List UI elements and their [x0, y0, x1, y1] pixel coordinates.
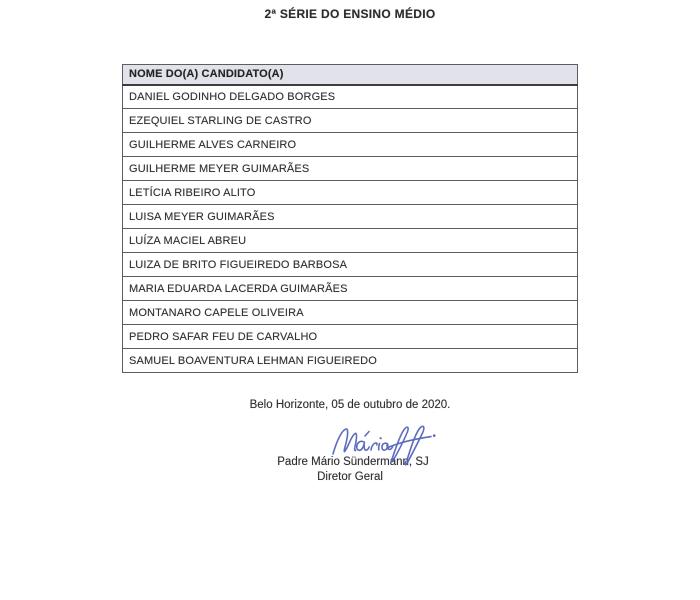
date-line: Belo Horizonte, 05 de outubro de 2020. [249, 399, 451, 411]
table-header-cell: NOME DO(A) CANDIDATO(A) [123, 65, 578, 85]
signature-strokes [333, 426, 431, 464]
table-header-row [123, 65, 578, 85]
candidate-name-cell: SAMUEL BOAVENTURA LEHMAN FIGUEIREDO [123, 349, 578, 373]
table-row [123, 157, 578, 181]
signer-name: Padre Mário Sündermann, SJ [277, 456, 429, 468]
candidate-name-cell: MONTANARO CAPELE OLIVEIRA [123, 301, 578, 325]
candidate-name-cell: GUILHERME ALVES CARNEIRO [123, 133, 578, 157]
signer-role: Diretor Geral [317, 471, 383, 483]
signature-end-dot [433, 434, 436, 437]
table-row [123, 349, 578, 373]
candidate-name-cell: GUILHERME MEYER GUIMARÃES [123, 157, 578, 181]
table-row [123, 229, 578, 253]
table-row [123, 85, 578, 109]
table-row [123, 301, 578, 325]
document-title: 2ª SÉRIE DO ENSINO MÉDIO [264, 7, 436, 21]
candidate-table [122, 64, 578, 373]
table-body [123, 85, 578, 373]
candidate-name-cell: LUÍZA MACIEL ABREU [123, 229, 578, 253]
signature-i-dot [380, 437, 382, 439]
candidate-name-cell: LETÍCIA RIBEIRO ALITO [123, 181, 578, 205]
table-row [123, 205, 578, 229]
handwritten-signature [331, 424, 439, 468]
candidate-name-cell: DANIEL GODINHO DELGADO BORGES [123, 85, 578, 109]
candidate-name-cell: LUIZA DE BRITO FIGUEIREDO BARBOSA [123, 253, 578, 277]
candidate-name-cell: LUISA MEYER GUIMARÃES [123, 205, 578, 229]
table-row [123, 109, 578, 133]
table-row [123, 325, 578, 349]
table-row [123, 277, 578, 301]
candidate-name-cell: MARIA EDUARDA LACERDA GUIMARÃES [123, 277, 578, 301]
candidate-name-cell: EZEQUIEL STARLING DE CASTRO [123, 109, 578, 133]
candidate-name-cell: PEDRO SAFAR FEU DE CARVALHO [123, 325, 578, 349]
table-row [123, 133, 578, 157]
table-row [123, 181, 578, 205]
table-row [123, 253, 578, 277]
